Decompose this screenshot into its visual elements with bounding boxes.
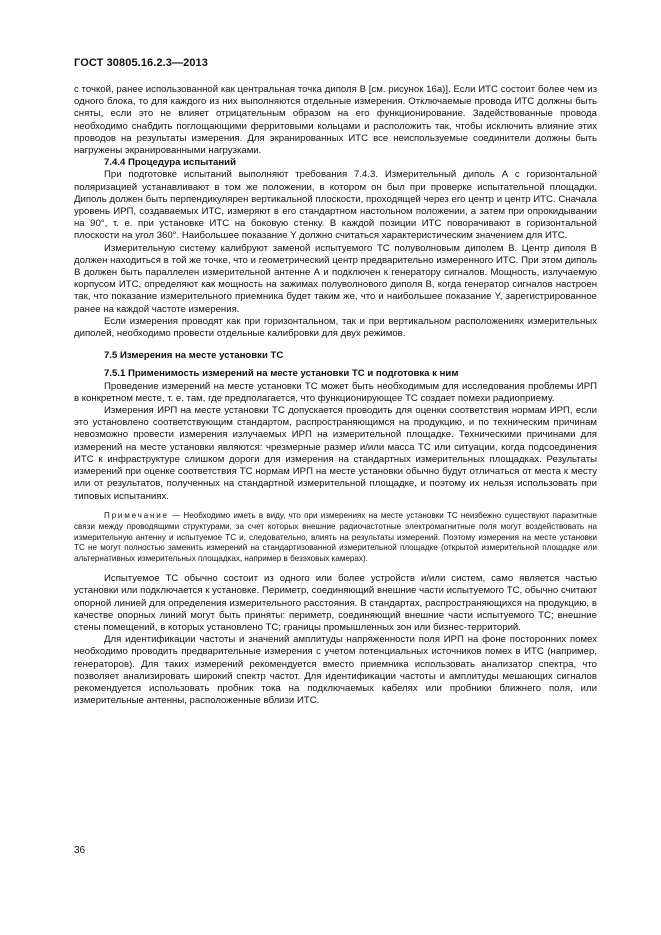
paragraph: Для идентификации частоты и значений амплитуды напряженности поля ИРП на фоне посторонних помех необходимо проводить предварительные измерения с учетом потенциальных источников помех в ИТС (например, генераторов). Для таких измерений рекомендуется вместо приемника использовать анализатор спектра, что позволяет анализировать широкий спектр частот. Для идентификации частоты и амплитуды мешающих сигналов рекомендуется использовать пробник тока на подключаемых кабелях или пробники ближнего поля, или измерительные антенны, расположенные вблизи ИТС.	[74, 634, 597, 707]
page-number: 36	[74, 845, 86, 856]
paragraph: Проведение измерений на месте установки ТС может быть необходимым для исследования проблемы ИРП в конкретном месте, т. е. там, где предполагается, что функционирующее ТС создает помехи радиоприему.	[74, 380, 597, 404]
note-text: — Необходимо иметь в виду, что при измерениях на месте установки ТС неизбежно существуют паразитные связи между проводящими структурами, за счет которых внешние радиочастотные электромагнитные поля могут воздействовать на измерительную антенну и испытуемое ТС и, следовательно, влиять на результаты измерений. Поэтому измерения на месте установки ТС не могут полностью заменить измерений на стандартизованной измерительной площадке (открытой измерительной площадке или альтернативных измерительных площадках, например в безэховых камерах).	[74, 510, 597, 564]
paragraph: Если измерения проводят как при горизонтальном, так и при вертикальном расположениях измерительных диполей, необходимо провести отдельные калибровки для двух режимов.	[74, 315, 597, 340]
section-heading-7-4-4: 7.4.4 Процедура испытаний	[104, 157, 236, 169]
document-body	[74, 84, 597, 707]
paragraph: Испытуемое ТС обычно состоит из одного или более устройств и/или систем, само является частью установки или подключается к установке. Периметр, соединяющий внешние части испытуемого ТС, обычно считают опорной линией для определения измерительного расстояния. В стандартах, распространяющихся на продукцию, в качестве опорных линий могут быть приняты: периметр, соединяющий внешние части испытуемого ТС; внешние стены помещений, в которых установлено ТС; границы промышленных зон или бизнес-территорий.	[74, 573, 597, 634]
paragraph: с точкой, ранее использованной как центральная точка диполя В [см. рисунок 16а)]. Если ИТС состоит более чем из одного блока, то для каждого из них выполняются отдельные измерения. Отключаемые провода ИТС должны быть сняты, если это не влияет отрицательным образом на его функционирование. Задействованные провода необходимо снабдить поглощающими ферритовыми кольцами и расположить так, чтобы исключить влияние этих проводов на результаты измерения. Для экранированных ИТС все неиспользуемые соединители должны быть нагружены экранированными нагрузками.	[74, 84, 597, 157]
paragraph: Измерительную систему калибруют заменой испытуемого ТС полуволновым диполем В. Центр диполя В должен находиться в той же точке, что и геометрический центр предварительно измеренного ИТС. При этом диполь В должен быть параллелен измерительной антенне А и подключен к генератору сигналов. Мощность, излучаемую корпусом ИТС, определяют как мощность на зажимах полуволнового диполя В, когда генератор сигналов настроен так, что показание измерительного приемника будет таким же, что и наибольшее показание Y, зарегистрированное ранее на каждой частоте измерения.	[74, 242, 597, 315]
paragraph: При подготовке испытаний выполняют требования 7.4.3. Измерительный диполь А с горизонтальной поляризацией устанавливают в том же положении, в котором он был при проверке испытательной площадки. Диполь должен быть перпендикулярен вертикальной плоскости, проходящей через его центр и центр ИТС. Сначала уровень ИРП, создаваемых ИТС, измеряют в его стандартном настольном положении, а затем при опрокидывании на 90°, т. е. при установке ИТС на боковую стенку. В каждой позиции ИТС поворачивают в горизонтальной плоскости на угол 360°. Наибольшее показание Y должно считаться характеристическим значением для ИТС.	[74, 169, 597, 242]
section-heading-7-5-1: 7.5.1 Применимость измерений на месте установки ТС и подготовка к ним	[104, 368, 459, 380]
paragraph: Измерения ИРП на месте установки ТС допускается проводить для оценки соответствия нормам ИРП, если это установлено соответствующим стандартом, распространяющимся на продукцию, и по техническим причинам невозможно провести измерения излучаемых ИРП на измерительной площадке. Техническими причинами для измерений на месте установки являются: чрезмерные размер и/или масса ТС или ситуации, когда подсоединения ИТС к инфраструктуре слишком дороги для измерения на стандартных измерительных площадках. Результаты измерений при оценке соответствия ТС нормам ИРП на месте установки обычно будут отличаться от места к месту или от результатов, полученных на стандартной измерительной площадке, и поэтому их нельзя использовать при типовых испытаниях.	[74, 405, 597, 502]
note-label: Примечание	[104, 510, 169, 520]
document-header: ГОСТ 30805.16.2.3—2013	[74, 57, 208, 69]
note	[74, 511, 597, 566]
section-heading-7-5: 7.5 Измерения на месте установки ТС	[104, 350, 284, 362]
